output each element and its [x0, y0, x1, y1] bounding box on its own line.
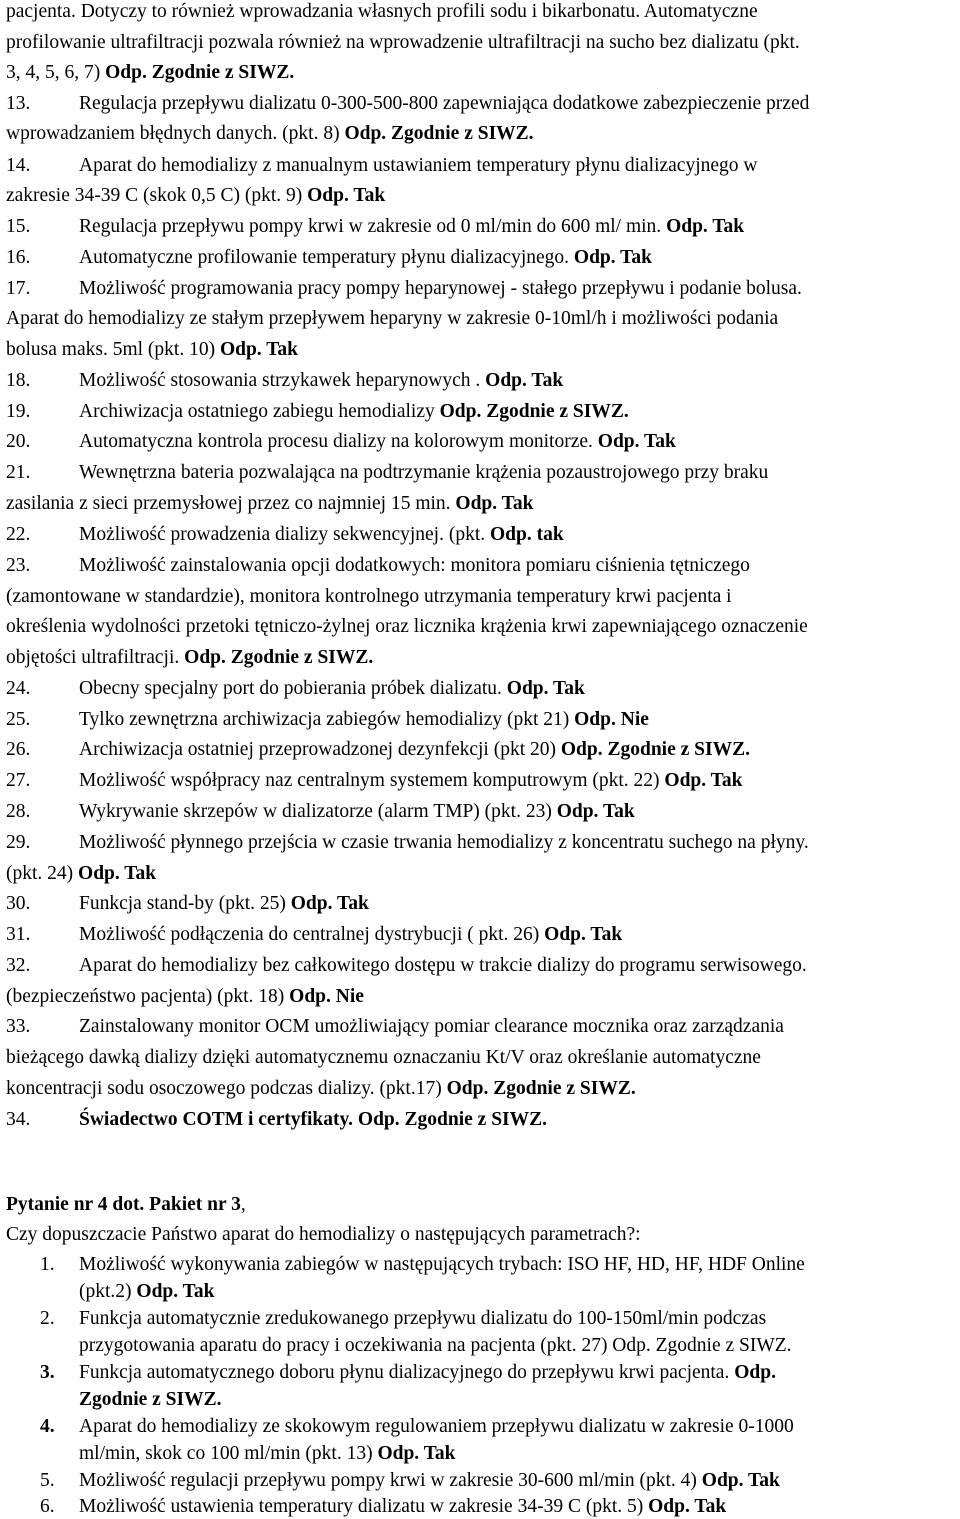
item-text: Możliwość podłączenia do centralnej dystrybucji ( pkt. 26) [79, 924, 545, 945]
answer: Odp. Tak [78, 863, 157, 884]
answer: Odp. Zgodnie z SIWZ. [344, 123, 534, 144]
sublist-text: Możliwość regulacji przepływu pompy krwi w zakresie 30-600 ml/min (pkt. 4) [79, 1470, 702, 1491]
item-number: 22. [6, 524, 31, 545]
item-text: Możliwość współpracy naz centralnym systemem komputrowym (pkt. 22) [79, 770, 665, 791]
item-text-cont [6, 492, 534, 516]
item-text: Zainstalowany monitor OCM umożliwiający pomiar clearance mocznika oraz zarządzania [79, 1016, 784, 1037]
item-text: Archiwizacja ostatniego zabiegu hemodializy [79, 401, 440, 422]
item-text: (pkt. 24) [6, 863, 79, 884]
item-text: Wewnętrzna bateria pozwalająca na podtrzymanie krążenia pozaustrojowego przy braku [79, 462, 769, 483]
item-text-cont [6, 985, 364, 1009]
item-text-cont [6, 646, 373, 670]
intro-line-3 [6, 61, 294, 85]
sublist-text: Funkcja automatycznego doboru płynu dializacyjnego do przepływu krwi pacjenta. [79, 1362, 735, 1383]
question-heading-rest: , [240, 1194, 246, 1215]
item-text: Obecny specjalny port do pobierania próbek dializatu. [79, 678, 507, 699]
answer: Odp. Tak [485, 370, 564, 391]
item-text: Aparat do hemodializy bez całkowitego dostępu w trakcie dializy do programu serwisowego. [79, 955, 807, 976]
sublist-number: 3. [40, 1362, 55, 1383]
answer: Odp. [734, 1362, 776, 1383]
item-text: bolusa maks. 5ml (pkt. 10) [6, 339, 220, 360]
item-text-line [79, 369, 563, 393]
item-number: 26. [6, 739, 31, 760]
item-number: 14. [6, 155, 31, 176]
item-text: Automatyczna kontrola procesu dializy na kolorowym monitorze. [79, 431, 598, 452]
item-number: 17. [6, 278, 31, 299]
item-number: 23. [6, 555, 31, 576]
sublist-text: (pkt.2) [79, 1281, 137, 1302]
item-number: 19. [6, 401, 31, 422]
sublist-text: Możliwość ustawienia temperatury dializatu w zakresie 34-39 C (pkt. 5) [79, 1496, 649, 1517]
answer: Odp. Tak [701, 1470, 780, 1491]
item-number: 13. [6, 93, 31, 114]
item-number: 32. [6, 955, 31, 976]
item-number: 24. [6, 678, 31, 699]
item-number: 29. [6, 832, 31, 853]
item-number: 15. [6, 216, 31, 237]
item-text: Regulacja przepływu dializatu 0-300-500-800 zapewniająca dodatkowe zabezpieczenie przed [79, 93, 810, 114]
sublist-text: ml/min, skok co 100 ml/min (pkt. 13) [79, 1443, 378, 1464]
item-text: Automatyczne profilowanie temperatury płynu dializacyjnego. [79, 247, 574, 268]
item-text-cont [6, 862, 156, 886]
item-text-cont: (zamontowane w standardzie), monitora kontrolnego utrzymania temperatury krwi pacjenta i [6, 586, 732, 607]
question-heading-bold: Pytanie nr 4 dot. Pakiet nr 3 [6, 1194, 241, 1215]
answer: Odp. Nie [574, 709, 649, 730]
sublist-number: 2. [40, 1308, 55, 1329]
item-text: Regulacja przepływu pompy krwi w zakresie od 0 ml/min do 600 ml/ min. [79, 216, 667, 237]
answer: Odp. Tak [666, 216, 745, 237]
item-text-line [79, 677, 585, 701]
intro-line-1: pacjenta. Dotyczy to również wprowadzania własnych profili sodu i bikarbonatu. Automatyczne [6, 1, 758, 22]
answer: Odp. Tak [307, 185, 386, 206]
sublist-text-cont [79, 1442, 456, 1466]
question-text: Czy dopuszczacie Państwo aparat do hemodializy o następujących parametrach?: [6, 1224, 641, 1245]
item-text: Możliwość płynnego przejścia w czasie trwania hemodializy z koncentratu suchego na płyny. [79, 832, 809, 853]
item-text: Tylko zewnętrzna archiwizacja zabiegów hemodializy (pkt 21) [79, 709, 575, 730]
item-text: objętości ultrafiltracji. [6, 647, 185, 668]
answer: Odp. Zgodnie z SIWZ. [184, 647, 374, 668]
answer: Odp. Tak [506, 678, 585, 699]
item-text-cont [6, 338, 298, 362]
answer: Odp. Tak [556, 801, 635, 822]
answer: Odp. Tak [573, 247, 652, 268]
item-text-line [79, 246, 652, 270]
sublist-text-line [79, 1361, 776, 1385]
item-text-cont: określenia wydolności przetoki tętniczo-żylnej oraz licznika krążenia krwi zapewniającego oznaczenie [6, 616, 808, 637]
item-text: Możliwość stosowania strzykawek heparynowych . [79, 370, 486, 391]
item-text-line [79, 708, 649, 732]
item-text-line [79, 400, 629, 424]
sublist-text: Możliwość wykonywania zabiegów w następujących trybach: ISO HF, HD, HF, HDF Online [79, 1254, 805, 1275]
sublist-text-cont: przygotowania aparatu do pracy i oczekiwania na pacjenta (pkt. 27) Odp. Zgodnie z SIWZ. [79, 1335, 792, 1356]
answer: Odp. Zgodnie z SIWZ. [560, 739, 750, 760]
question-heading [6, 1193, 246, 1217]
sublist-text-line [79, 1469, 780, 1493]
sublist-number: 4. [40, 1416, 55, 1437]
item-text-line [79, 769, 743, 793]
item-text-line [79, 892, 369, 916]
answer: Zgodnie z SIWZ. [79, 1389, 222, 1410]
item-text-line [79, 215, 744, 239]
sublist-number: 6. [40, 1496, 55, 1517]
sublist-text-cont [79, 1280, 214, 1304]
item-number: 18. [6, 370, 31, 391]
sublist-number: 5. [40, 1470, 55, 1491]
answer: Odp. tak [490, 524, 564, 545]
item-text: Archiwizacja ostatniej przeprowadzonej dezynfekcji (pkt 20) [79, 739, 561, 760]
answer: Odp. Zgodnie z SIWZ. [439, 401, 629, 422]
item-text: Funkcja stand-by (pkt. 25) [79, 893, 291, 914]
item-text-line [79, 800, 635, 824]
item-text-line [79, 738, 750, 762]
item-text-cont [6, 184, 385, 208]
answer: Odp. Tak [664, 770, 743, 791]
answer: Odp. Zgodnie z SIWZ. [446, 1078, 636, 1099]
sublist-text: Funkcja automatycznie zredukowanego przepływu dializatu do 100-150ml/min podczas [79, 1308, 767, 1329]
item-number: 21. [6, 462, 31, 483]
item-text-line [79, 430, 676, 454]
sublist-text: Aparat do hemodializy ze skokowym regulowaniem przepływu dializatu w zakresie 0-1000 [79, 1416, 794, 1437]
sublist-text-line [79, 1495, 726, 1519]
answer: Odp. Tak [544, 924, 623, 945]
item-number: 33. [6, 1016, 31, 1037]
item-number: 34. [6, 1109, 31, 1130]
item-number: 27. [6, 770, 31, 791]
item-text: Możliwość zainstalowania opcji dodatkowych: monitora pomiaru ciśnienia tętniczego [79, 555, 750, 576]
item-number: 31. [6, 924, 31, 945]
answer: Świadectwo COTM i certyfikaty. Odp. Zgodnie z SIWZ. [79, 1109, 548, 1130]
item-text: (bezpieczeństwo pacjenta) (pkt. 18) [6, 986, 290, 1007]
answer: Odp. Tak [290, 893, 369, 914]
item-text-cont: Aparat do hemodializy ze stałym przepływem heparyny w zakresie 0-10ml/h i możliwości podania [6, 308, 779, 329]
item-number: 20. [6, 431, 31, 452]
item-text-cont [6, 122, 534, 146]
answer: Odp. Tak [455, 493, 534, 514]
answer: Odp. Tak [219, 339, 299, 360]
answer: Odp. Zgodnie z SIWZ. [105, 62, 295, 83]
intro-line-3-text: 3, 4, 5, 6, 7) [6, 62, 106, 83]
item-text: wprowadzaniem błędnych danych. (pkt. 8) [6, 123, 345, 144]
item-text-line [79, 523, 564, 547]
answer: Odp. Tak [136, 1281, 215, 1302]
item-text: zasilania z sieci przemysłowej przez co najmniej 15 min. [6, 493, 456, 514]
item-number: 16. [6, 247, 31, 268]
answer: Odp. Tak [597, 431, 676, 452]
item-text: Wykrywanie skrzepów w dializatorze (alarm TMP) (pkt. 23) [79, 801, 557, 822]
item-text: Możliwość prowadzenia dializy sekwencyjnej. (pkt. [79, 524, 490, 545]
intro-line-2: profilowanie ultrafiltracji pozwala również na wprowadzenie ultrafiltracji na sucho bez dializatu (pkt. [6, 32, 800, 53]
item-text-cont [6, 1077, 636, 1101]
item-text: koncentracji sodu osoczowego podczas dializy. (pkt.17) [6, 1078, 447, 1099]
item-text-line [79, 923, 622, 947]
answer: Odp. Tak [377, 1443, 456, 1464]
answer: Odp. Tak [648, 1496, 727, 1517]
answer: Odp. Nie [289, 986, 364, 1007]
item-text: zakresie 34-39 C (skok 0,5 C) (pkt. 9) [6, 185, 308, 206]
item-number: 28. [6, 801, 31, 822]
item-text: Aparat do hemodializy z manualnym ustawianiem temperatury płynu dializacyjnego w [79, 155, 758, 176]
item-text-cont: bieżącego dawką dializy dzięki automatycznemu oznaczaniu Kt/V oraz określanie automatyczne [6, 1047, 761, 1068]
item-text: Możliwość programowania pracy pompy heparynowej - stałego przepływu i podanie bolusa. [79, 278, 802, 299]
sublist-number: 1. [40, 1254, 55, 1275]
item-number: 30. [6, 893, 31, 914]
item-number: 25. [6, 709, 31, 730]
